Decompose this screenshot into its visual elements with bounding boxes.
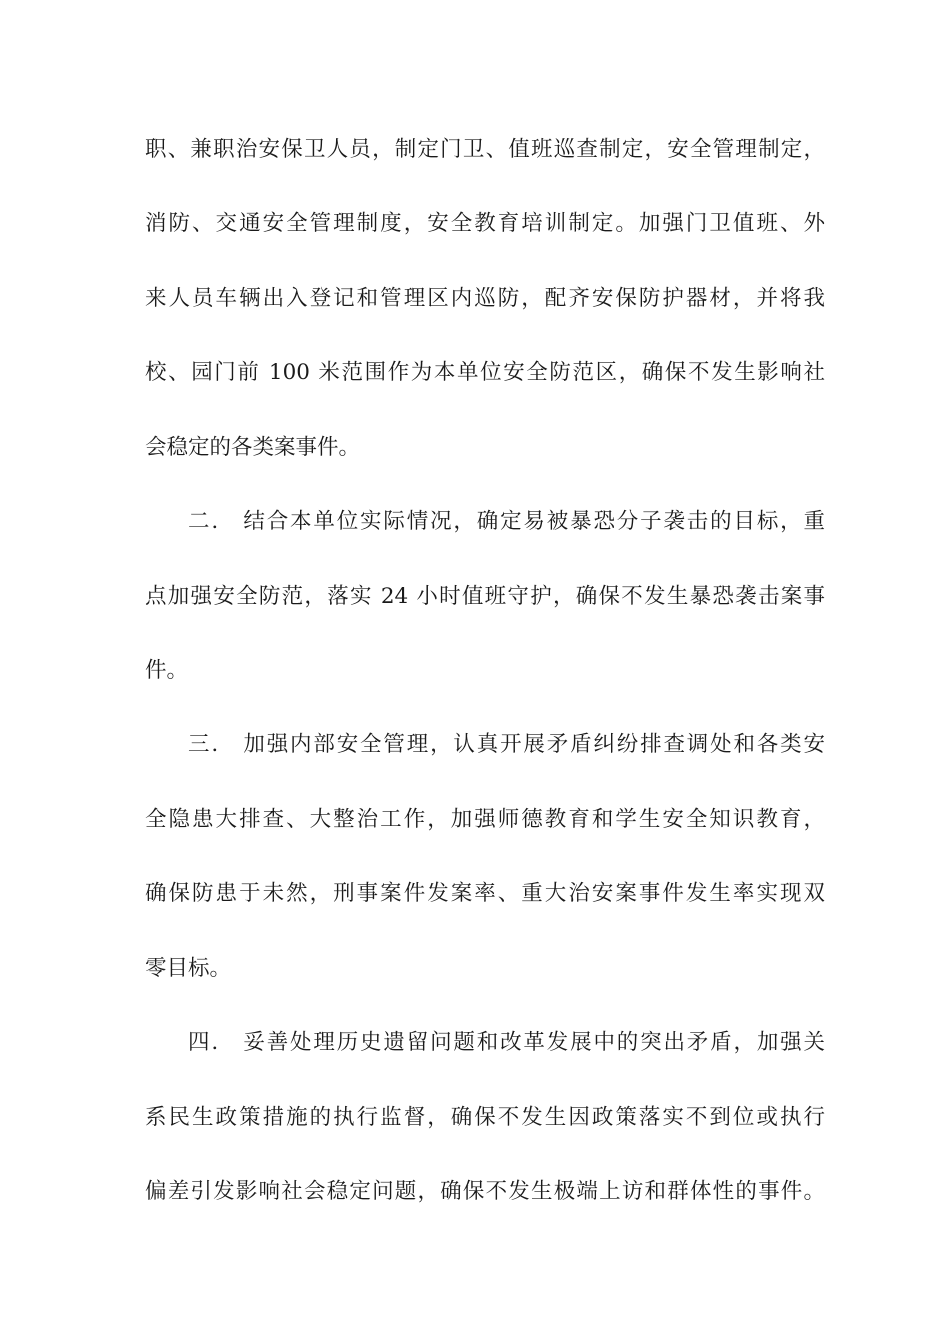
paragraph-line: 来人员车辆出入登记和管理区内巡防，配齐安保防护器材，并将我 (145, 286, 825, 311)
paragraph-line: 件。 (145, 658, 189, 683)
item-two-first-line: 二. 结合本单位实际情况，确定易被暴恐分子袭击的目标，重 (188, 509, 825, 534)
paragraph-line: 确保防患于未然，刑事案件发案率、重大治安案事件发生率实现双 (145, 881, 825, 906)
paragraph-line: 系民生政策措施的执行监督，确保不发生因政策落实不到位或执行 (145, 1105, 825, 1130)
paragraph-line: 偏差引发影响社会稳定问题，确保不发生极端上访和群体性的事件。 (145, 1179, 825, 1204)
paragraph-line: 全隐患大排查、大整治工作，加强师德教育和学生安全知识教育， (145, 807, 825, 832)
paragraph-line: 点加强安全防范，落实 24 小时值班守护，确保不发生暴恐袭击案事 (145, 584, 825, 609)
paragraph-line: 零目标。 (145, 956, 232, 981)
paragraph-line: 会稳定的各类案事件。 (145, 435, 361, 460)
paragraph-line: 职、兼职治安保卫人员，制定门卫、值班巡查制定，安全管理制定， (145, 137, 825, 162)
item-three-first-line: 三. 加强内部安全管理，认真开展矛盾纠纷排查调处和各类安 (188, 732, 825, 757)
paragraph-line: 消防、交通安全管理制度，安全教育培训制定。加强门卫值班、外 (145, 211, 825, 236)
item-four-first-line: 四. 妥善处理历史遗留问题和改革发展中的突出矛盾，加强关 (188, 1030, 825, 1055)
paragraph-line: 校、园门前 100 米范围作为本单位安全防范区，确保不发生影响社 (145, 360, 825, 385)
